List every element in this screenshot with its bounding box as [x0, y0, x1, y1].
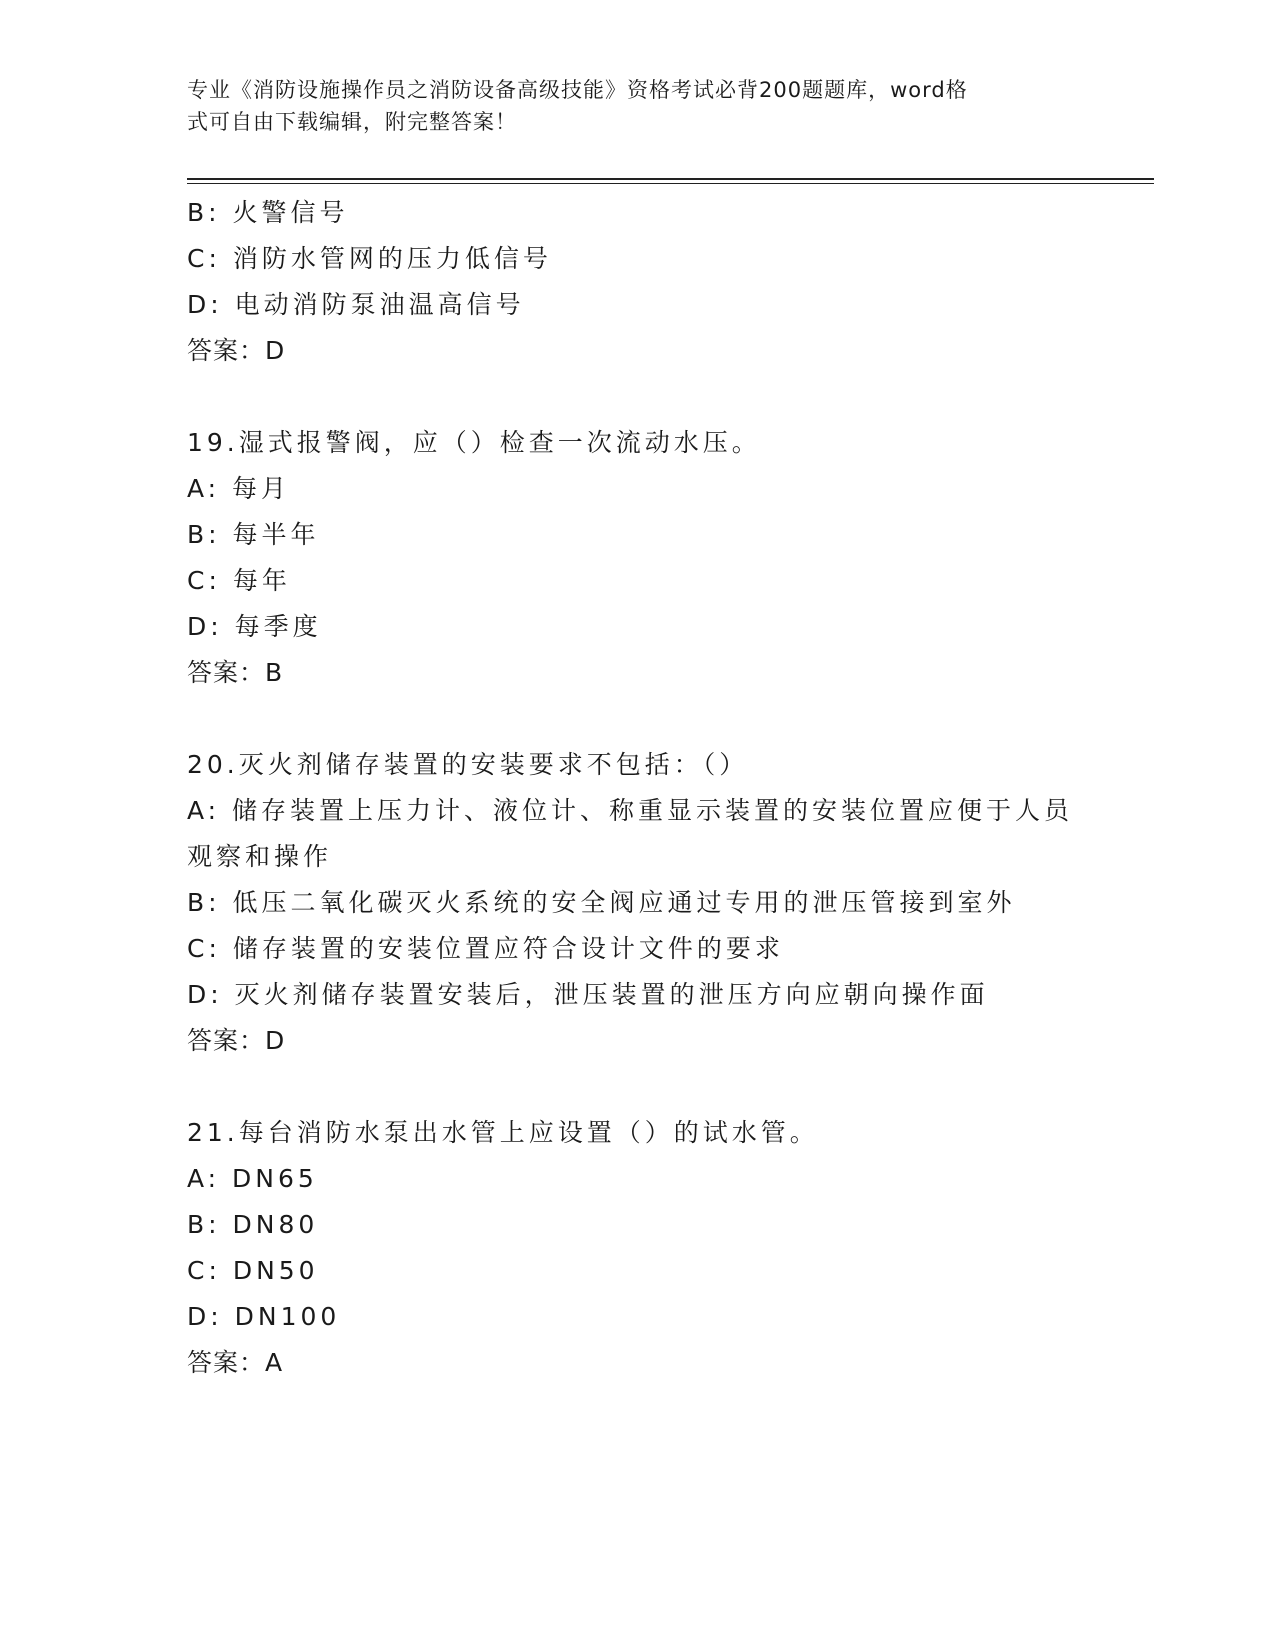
option-c: C: DN50 [187, 1256, 319, 1285]
option-d: D: 每季度 [187, 612, 322, 641]
question-list [187, 190, 1087, 1386]
option-c: C: 储存装置的安装位置应符合设计文件的要求 [187, 934, 784, 963]
question-block-18 [187, 190, 1087, 374]
question-block-19 [187, 420, 1087, 696]
answer: 答案：B [187, 658, 284, 687]
option-c: C: 消防水管网的压力低信号 [187, 244, 552, 273]
option-d: D: 灭火剂储存装置安装后，泄压装置的泄压方向应朝向操作面 [187, 980, 989, 1009]
answer: 答案：D [187, 1026, 286, 1055]
option-d: D: DN100 [187, 1302, 341, 1331]
option-a: A: 每月 [187, 474, 291, 503]
header-divider-thin [187, 183, 1154, 184]
document-header [187, 74, 1067, 138]
answer: 答案：D [187, 336, 286, 365]
question-text: 20.灭火剂储存装置的安装要求不包括：（） [187, 750, 749, 779]
answer: 答案：A [187, 1348, 284, 1377]
option-a-continued: 观察和操作 [187, 842, 333, 871]
option-a: A: 储存装置上压力计、液位计、称重显示装置的安装位置应便于人员 [187, 796, 1074, 825]
question-text: 19.湿式报警阀，应（）检查一次流动水压。 [187, 428, 761, 457]
option-b: B: DN80 [187, 1210, 319, 1239]
option-d: D: 电动消防泵油温高信号 [187, 290, 525, 319]
header-line-1: 专业《消防设施操作员之消防设备高级技能》资格考试必背200题题库，word格 [187, 78, 968, 102]
header-divider-thick [187, 178, 1154, 180]
header-line-2: 式可自由下载编辑，附完整答案！ [187, 110, 517, 134]
option-b: B: 火警信号 [187, 198, 349, 227]
option-b: B: 低压二氧化碳灭火系统的安全阀应通过专用的泄压管接到室外 [187, 888, 1016, 917]
option-c: C: 每年 [187, 566, 291, 595]
option-a: A: DN65 [187, 1164, 318, 1193]
question-text: 21.每台消防水泵出水管上应设置（）的试水管。 [187, 1118, 819, 1147]
option-b: B: 每半年 [187, 520, 320, 549]
question-block-21 [187, 1110, 1087, 1386]
question-block-20 [187, 742, 1087, 1064]
